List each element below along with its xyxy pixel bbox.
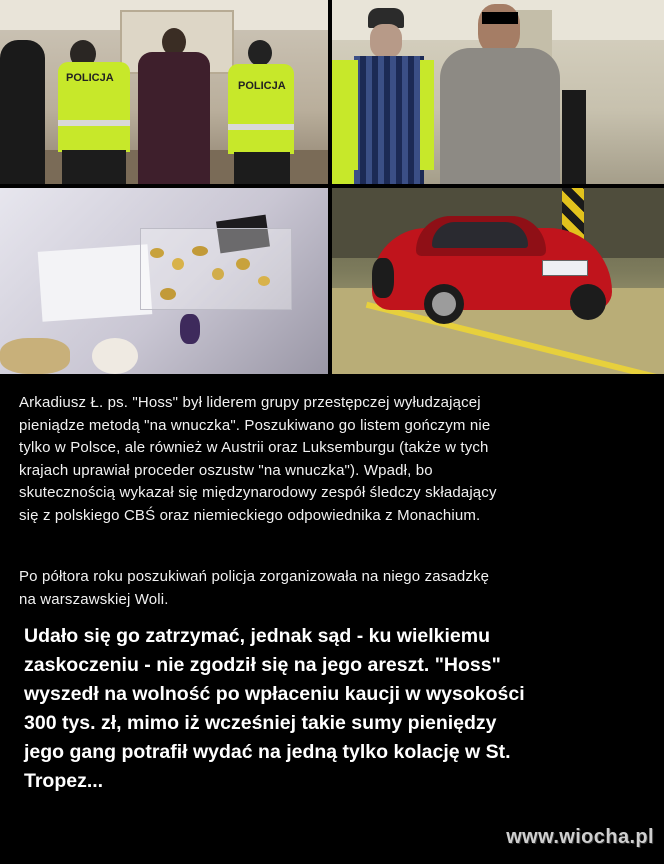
text-line: jego gang potrafił wydać na jedną tylko kolację w St. <box>24 741 511 763</box>
site-watermark: www.wiocha.pl <box>506 826 654 848</box>
photo-collage <box>0 0 664 374</box>
text-line: pieniądze metodą "na wnuczka". Poszukiwano go listem gończym nie <box>19 416 491 434</box>
story-paragraph-2 <box>19 566 649 611</box>
text-line: Tropez... <box>24 770 104 792</box>
text-line: skutecznością wykazał się międzynarodowy zespół śledczy składający <box>19 484 497 501</box>
text-line: Po półtora roku poszukiwań policja zorganizowała na niego zasadzkę <box>19 568 490 585</box>
text-line: zaskoczeniu - nie zgodził się na jego areszt. "Hoss" <box>24 654 501 676</box>
text-line: 300 tys. zł, mimo iż wcześniej takie sumy pieniędzy <box>24 712 497 734</box>
photo-seized-jewelry <box>0 188 328 374</box>
photo-suspect-detained <box>332 0 664 184</box>
text-line: się z polskiego CBŚ oraz niemieckiego odpowiednika z Monachium. <box>19 506 481 524</box>
story-paragraph-3 <box>24 622 634 796</box>
text-line: Arkadiusz Ł. ps. "Hoss" był liderem grupy przestępczej wyłudzającej <box>19 394 481 411</box>
vest-label: POLICJA <box>238 80 286 92</box>
photo-red-sports-car <box>332 188 664 374</box>
text-line: krajach uprawiał proceder oszustw "na wnuczka"). Wpadł, bo <box>19 461 433 479</box>
story-paragraph-1 <box>19 392 649 527</box>
vest-label: POLICJA <box>66 72 114 84</box>
text-line: na warszawskiej Woli. <box>19 590 169 608</box>
text-line: tylko w Polsce, ale również w Austrii oraz Luksemburgu (także w tych <box>19 439 489 456</box>
photo-police-escort-corridor <box>0 0 328 184</box>
text-line: Udało się go zatrzymać, jednak sąd - ku wielkiemu <box>24 625 490 647</box>
text-line: wyszedł na wolność po wpłaceniu kaucji w wysokości <box>24 683 525 705</box>
